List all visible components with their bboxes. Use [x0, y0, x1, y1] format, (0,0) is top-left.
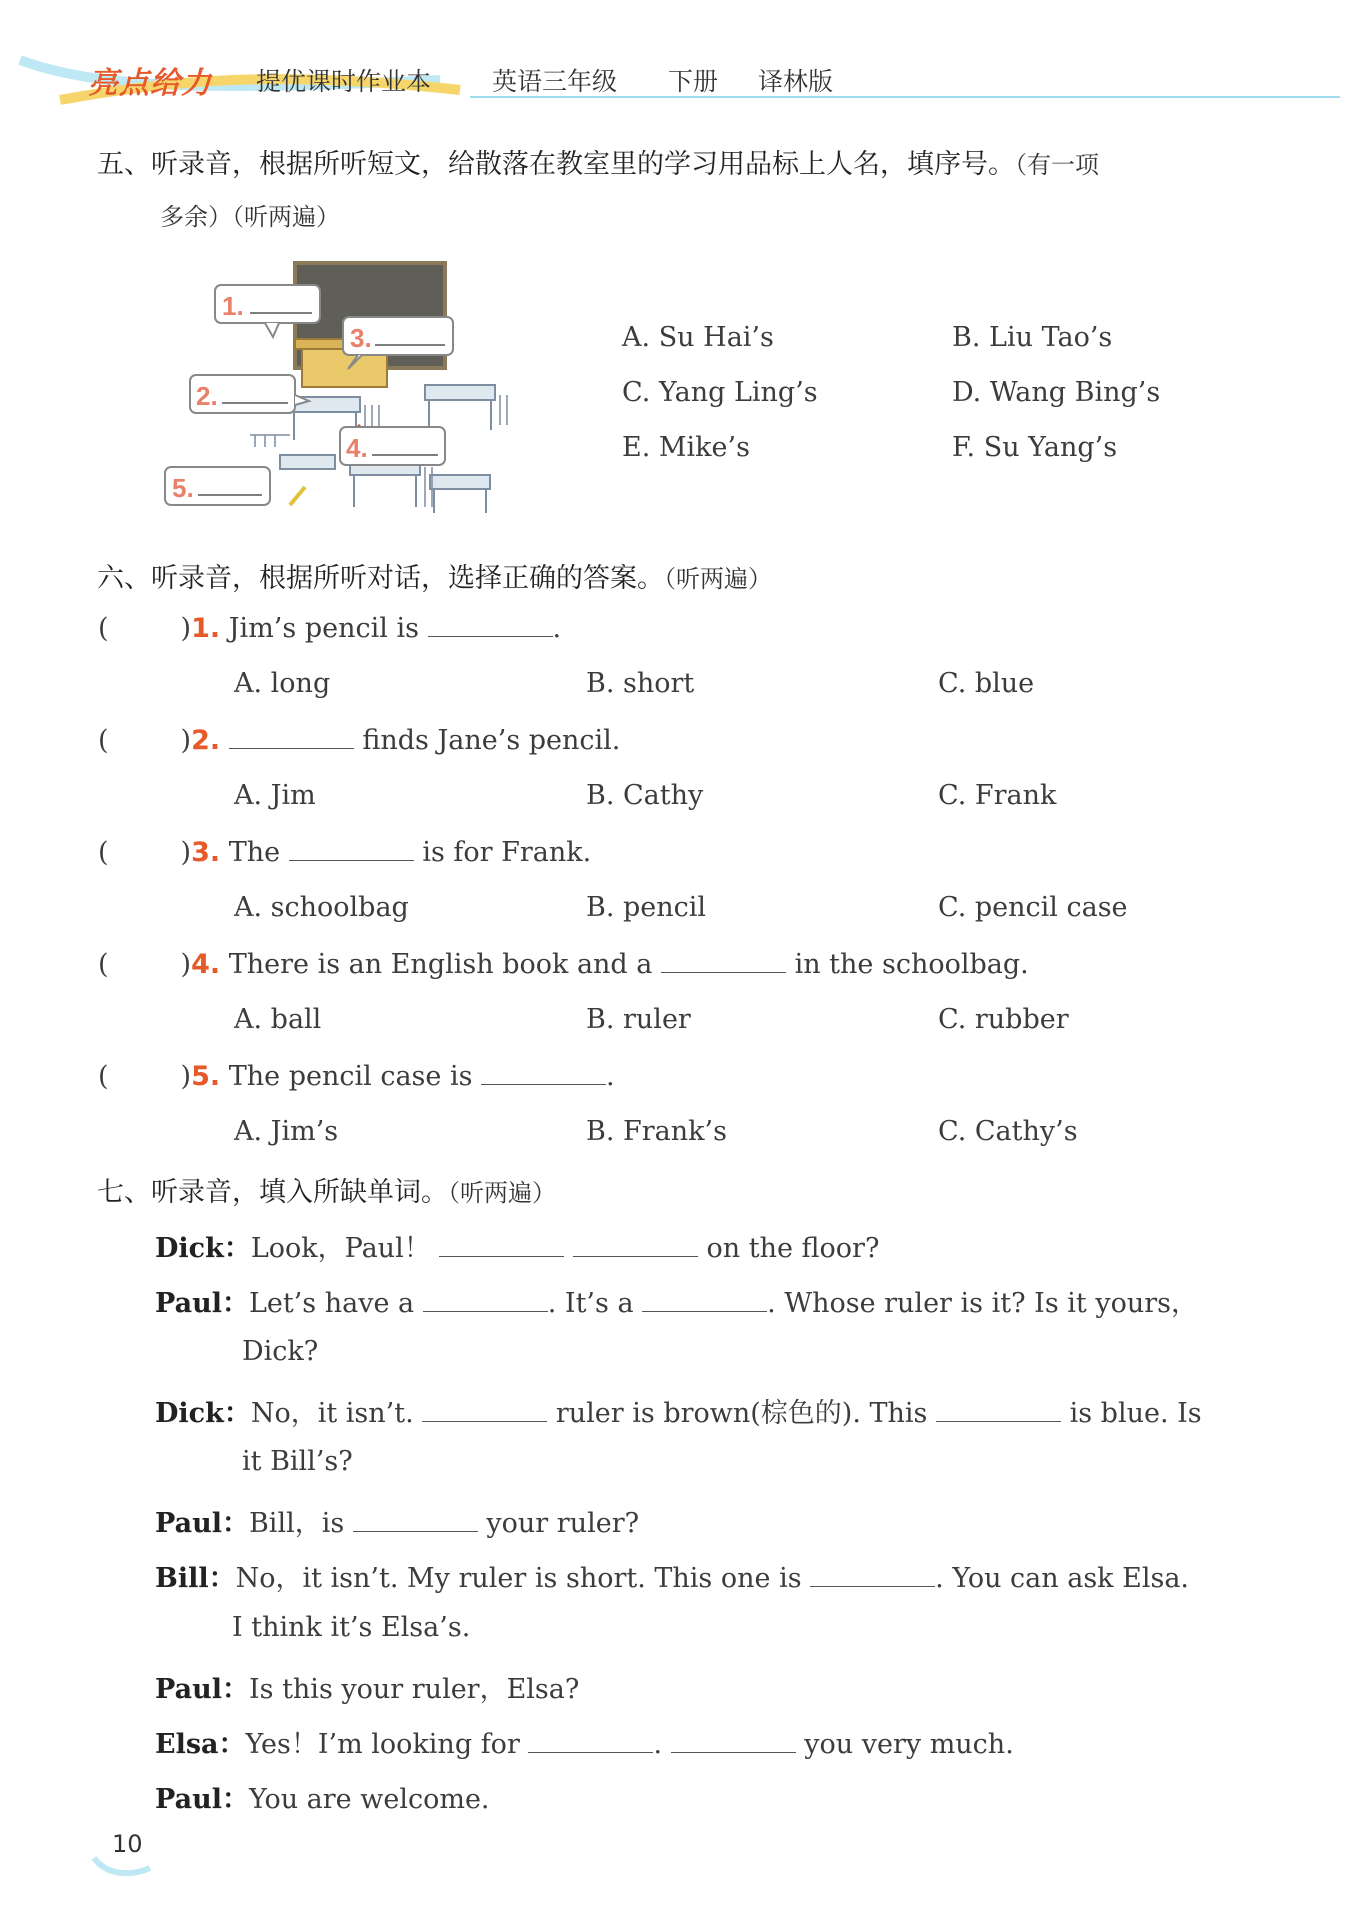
- q1-option-b: B. short: [586, 668, 695, 699]
- header-grade: 英语三年级: [492, 67, 618, 96]
- header-series: 提优课时作业本: [256, 67, 432, 96]
- q3-option-a: A. schoolbag: [234, 892, 409, 923]
- option-b: B. Liu Tao’s: [952, 322, 1113, 353]
- section5-title: 五、听录音，根据所听短文，给散落在教室里的学习用品标上人名，填序号。（有一项: [97, 149, 1099, 180]
- question-2: ( )2. finds Jane’s pencil.: [98, 725, 621, 756]
- q1-option-c: C. blue: [938, 668, 1035, 699]
- q4-option-b: B. ruler: [586, 1004, 691, 1035]
- section6-title: 六、听录音，根据所听对话，选择正确的答案。（听两遍）: [97, 563, 772, 594]
- dialogue-line-8: Paul：You are welcome.: [155, 1784, 490, 1815]
- q4-option-a: A. ball: [234, 1004, 322, 1035]
- q3-option-c: C. pencil case: [938, 892, 1128, 923]
- q2-option-c: C. Frank: [938, 780, 1057, 811]
- dialogue-line-6: Paul：Is this your ruler，Elsa?: [155, 1674, 580, 1705]
- q5-option-b: B. Frank’s: [586, 1116, 727, 1147]
- q2-option-a: A. Jim: [234, 780, 316, 811]
- dialogue-line-1: Dick：Look，Paul！ on the floor?: [155, 1233, 880, 1264]
- section5-note: 多余）（听两遍）: [160, 203, 340, 231]
- q5-option-a: A. Jim’s: [234, 1116, 339, 1147]
- dialogue-line-3-cont: it Bill’s?: [242, 1446, 353, 1477]
- classroom-illustration: [172, 255, 555, 525]
- option-d: D. Wang Bing’s: [952, 377, 1161, 408]
- option-c: C. Yang Ling’s: [622, 377, 818, 408]
- dialogue-line-5: Bill：No，it isn’t. My ruler is short. This one is . You can ask Elsa.: [155, 1563, 1190, 1594]
- option-f: F. Su Yang’s: [952, 432, 1118, 463]
- q3-option-b: B. pencil: [586, 892, 707, 923]
- dialogue-line-2-cont: Dick?: [242, 1336, 319, 1367]
- q2-option-b: B. Cathy: [586, 780, 704, 811]
- callout-label-3: 3.: [350, 323, 372, 353]
- section7-title: 七、听录音，填入所缺单词。（听两遍）: [97, 1177, 556, 1208]
- q4-option-c: C. rubber: [938, 1004, 1069, 1035]
- page-number: 10: [112, 1830, 143, 1858]
- dialogue-line-5-cont: I think it’s Elsa’s.: [232, 1612, 471, 1643]
- dialogue-line-4: Paul：Bill，is your ruler?: [155, 1508, 640, 1539]
- dialogue-line-2: Paul：Let’s have a . It’s a . Whose ruler is it? Is it yours，: [155, 1288, 1198, 1319]
- option-e: E. Mike’s: [622, 432, 750, 463]
- callout-label-2: 2.: [196, 381, 218, 411]
- callout-label-1: 1.: [222, 291, 244, 321]
- header-volume: 下册: [668, 67, 719, 96]
- dialogue-line-3: Dick：No，it isn’t. ruler is brown(棕色的). This is blue. Is: [155, 1398, 1202, 1429]
- header-rule: [470, 96, 1340, 98]
- question-3: ( )3. The is for Frank.: [98, 837, 592, 868]
- header-edition: 译林版: [758, 67, 834, 96]
- question-4: ( )4. There is an English book and a in the schoolbag.: [98, 949, 1029, 980]
- option-a: A. Su Hai’s: [622, 322, 774, 353]
- q5-option-c: C. Cathy’s: [938, 1116, 1078, 1147]
- q1-option-a: A. long: [234, 668, 331, 699]
- callout-label-5: 5.: [172, 473, 194, 503]
- question-1: ( )1. Jim’s pencil is .: [98, 613, 562, 644]
- callout-label-4: 4.: [346, 433, 368, 463]
- header-brand: 亮点给力: [88, 66, 212, 101]
- question-5: ( )5. The pencil case is .: [98, 1061, 615, 1092]
- dialogue-line-7: Elsa：Yes！I’m looking for . you very much.: [155, 1729, 1014, 1760]
